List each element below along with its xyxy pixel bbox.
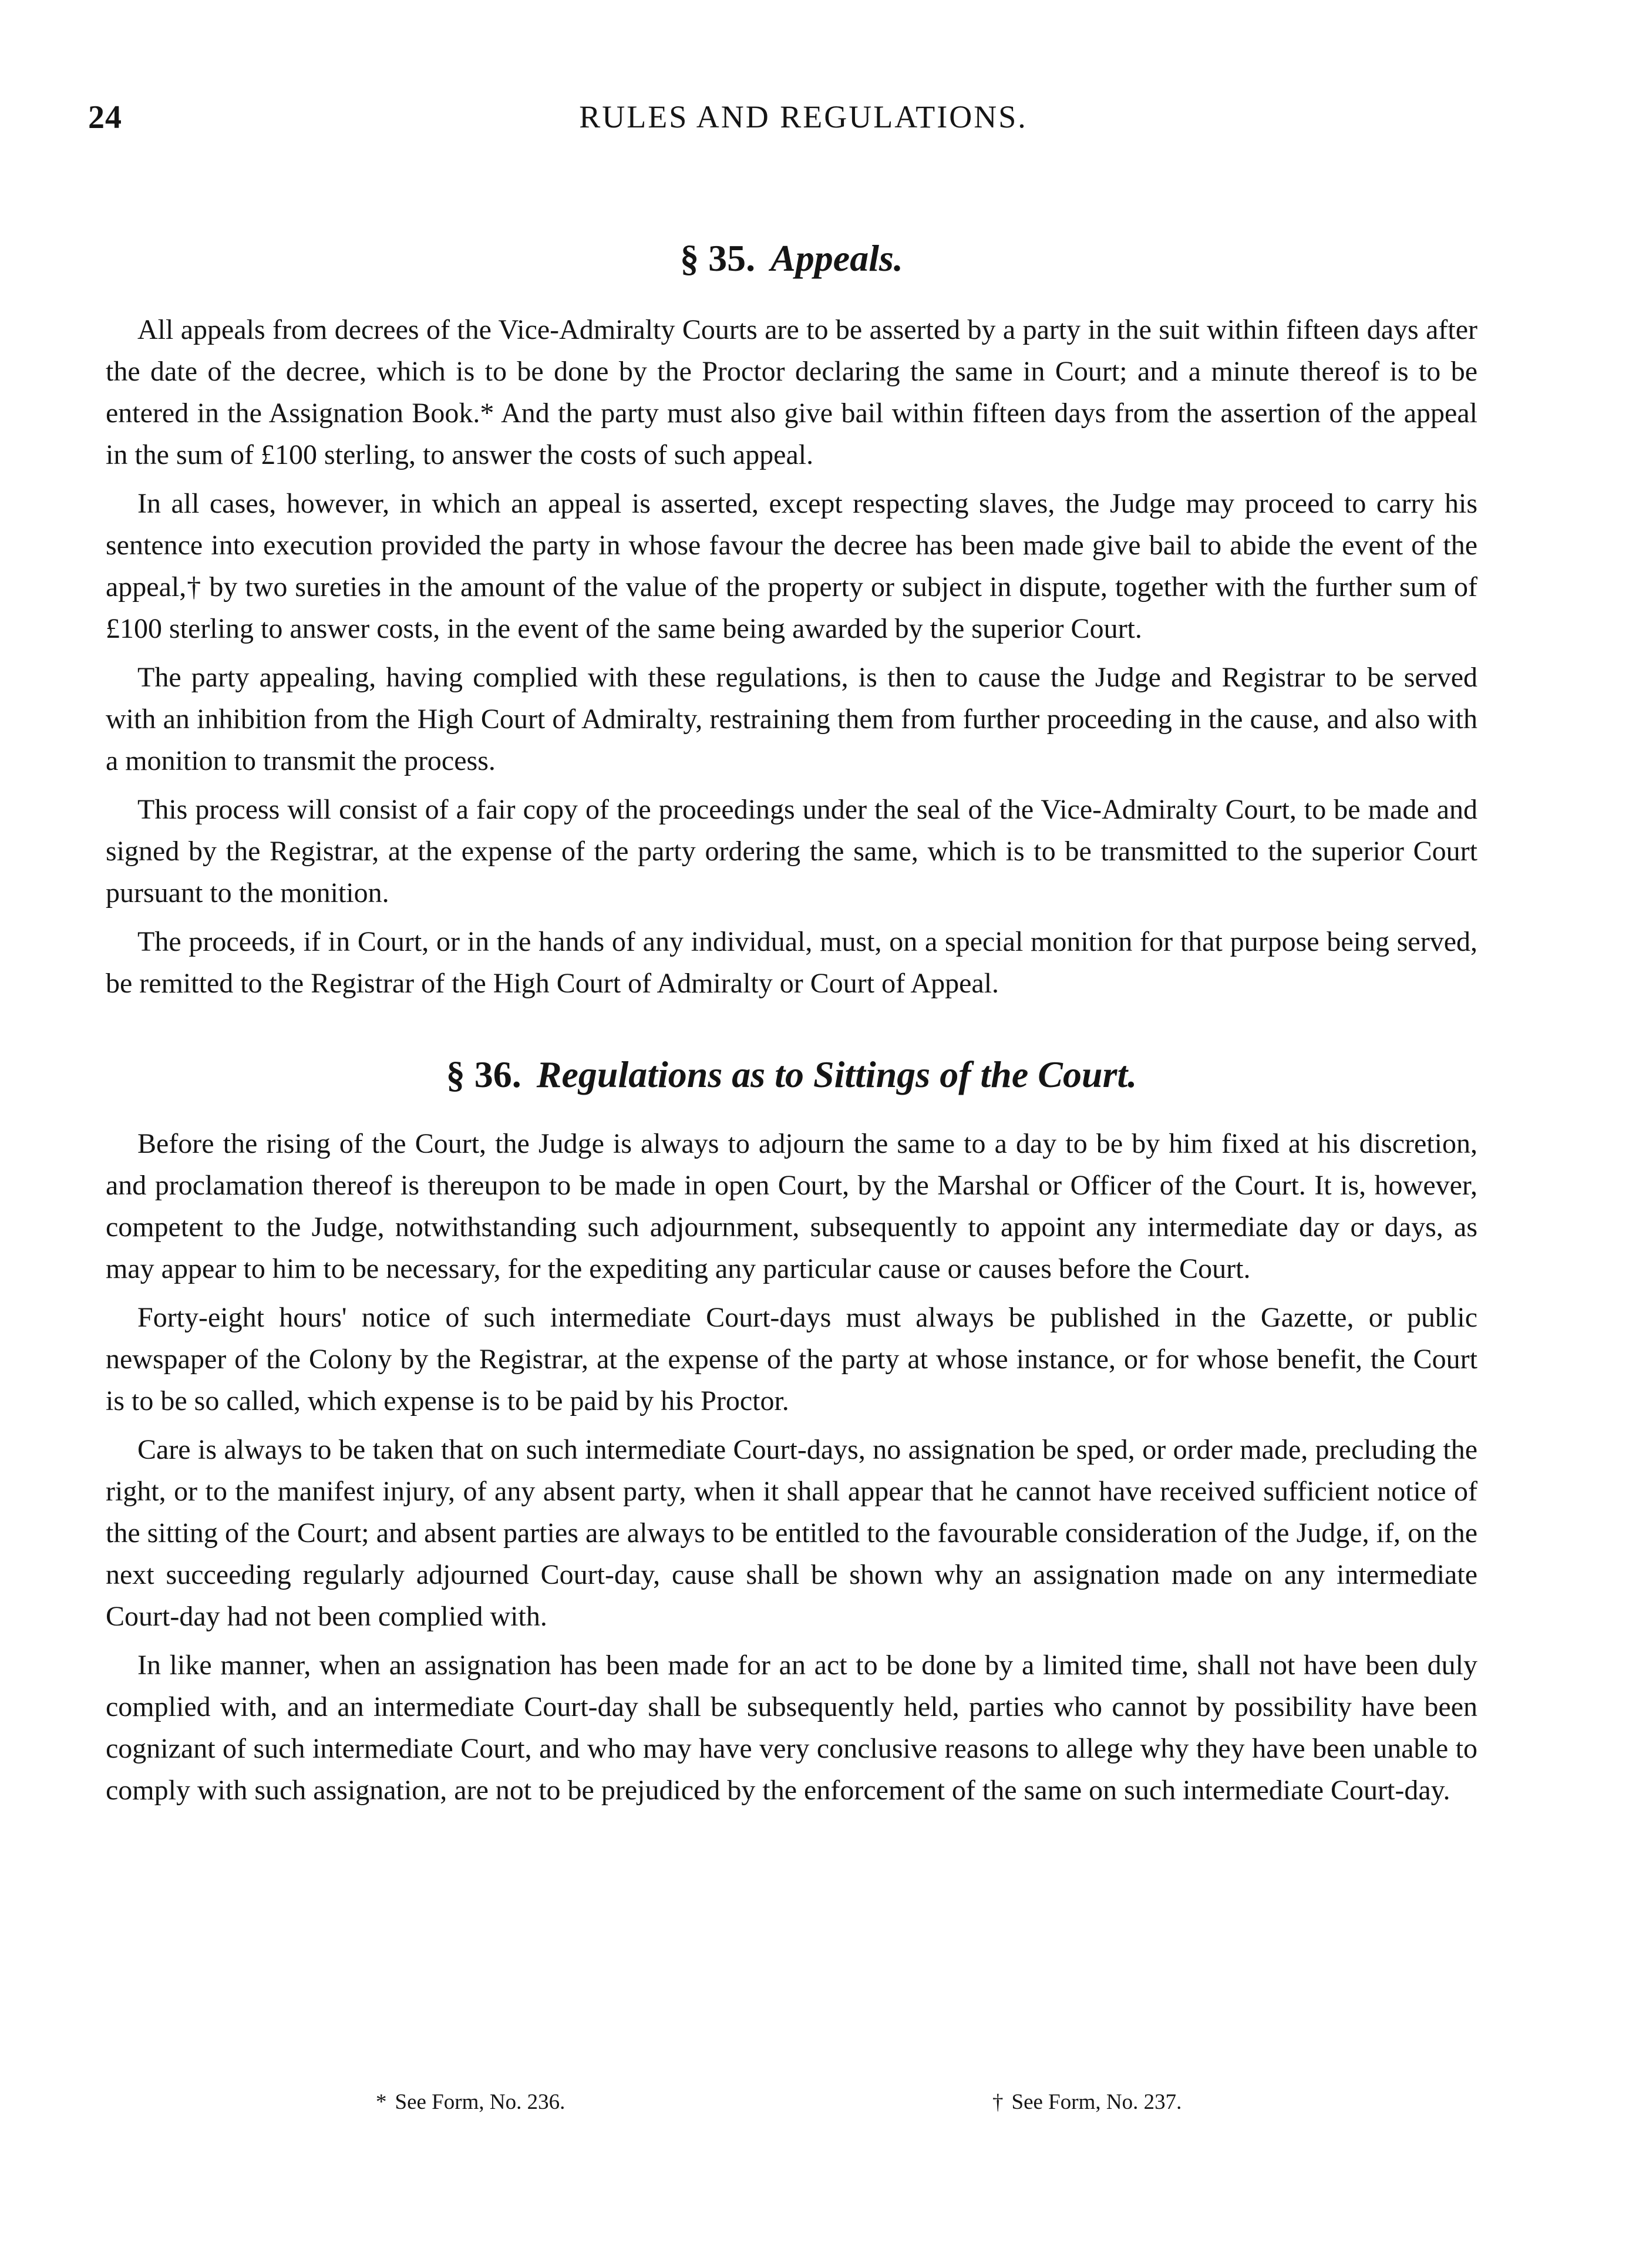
paragraph: The proceeds, if in Court, or in the hands of any individual, must, on a special monition for that purpose being served, be remitted to the Registrar of the High Court of Admiralty or Court of Appeal. xyxy=(106,926,1477,999)
paragraph: In like manner, when an assignation has been made for an act to be done by a limited time, shall not have been duly complied with, and an intermediate Court-day shall be subsequently held, parties who cannot by possibility have been cognizant of such intermediate Court, and who may have very conclusive reasons to allege why they have been unable to comply with such assignation, are not to be prejudiced by the enforcement of the same on such intermediate Court-day. xyxy=(106,1650,1477,1806)
body-text xyxy=(106,235,1477,1818)
section-number: § 35. xyxy=(680,237,756,279)
paragraph: Care is always to be taken that on such intermediate Court-days, no assignation be sped, or order made, precluding the right, or to the manifest injury, of any absent party, when it shall appear that he cannot have received sufficient notice of the sitting of the Court; and absent parties are always to be entitled to the favourable consideration of the Judge, if, on the next succeeding regularly adjourned Court-day, cause shall be shown why an assignation made on any intermediate Court-day had not been complied with. xyxy=(106,1434,1477,1632)
paragraph: In all cases, however, in which an appeal is asserted, except respecting slaves, the Judge may proceed to carry his sentence into execution provided the party in whose favour the decree has been made give bail to abide the event of the appeal,† by two sureties in the amount of the value of the property or subject in dispute, together with the further sum of £100 sterling to answer costs, in the event of the same being awarded by the superior Court. xyxy=(106,488,1477,644)
page-number: 24 xyxy=(88,99,122,136)
section-title: Regulations as to Sittings of the Court. xyxy=(536,1054,1137,1095)
paragraph: Forty-eight hours' notice of such intermediate Court-days must always be published in the Gazette, or public newspaper of the Colony by the Registrar, at the expense of the party at whose instance, or for whose benefit, the Court is to be so called, which expense is to be paid by his Proctor. xyxy=(106,1302,1477,1416)
footnote-text: See Form, No. 236. xyxy=(395,2090,565,2114)
footnote xyxy=(376,2085,565,2120)
running-head: RULES AND REGULATIONS. xyxy=(579,99,1028,134)
footnote-mark: * xyxy=(376,2090,387,2114)
section-title: Appeals. xyxy=(770,237,903,279)
footnotes xyxy=(0,2085,1636,2120)
paragraph: All appeals from decrees of the Vice-Admiralty Courts are to be asserted by a party in the suit within fifteen days after the date of the decree, which is to be done by the Proctor declaring the same in Court; and a minute thereof is to be entered in the Assignation Book.* And the party must also give bail within fifteen days from the assertion of the appeal in the sum of £100 sterling, to answer the costs of such appeal. xyxy=(106,314,1477,470)
section-heading-35 xyxy=(106,235,1477,282)
paragraph: The party appealing, having complied with these regulations, is then to cause the Judge and Registrar to be served with an inhibition from the High Court of Admiralty, restraining them from further proceeding in the cause, and also with a monition to transmit the process. xyxy=(106,662,1477,776)
footnote-text: See Form, No. 237. xyxy=(1011,2090,1182,2114)
paragraph: This process will consist of a fair copy of the proceedings under the seal of the Vice-Admiralty Court, to be made and signed by the Registrar, at the expense of the party ordering the same, which is to be transmitted to the superior Court pursuant to the monition. xyxy=(106,794,1477,908)
section-heading-36 xyxy=(106,1051,1477,1098)
page-header xyxy=(88,99,1495,146)
section-number: § 36. xyxy=(446,1054,521,1095)
footnote xyxy=(992,2085,1181,2120)
footnote-mark: † xyxy=(992,2090,1004,2114)
paragraph: Before the rising of the Court, the Judge is always to adjourn the same to a day to be by him fixed at his discretion, and proclamation thereof is thereupon to be made in open Court, by the Marshal or Officer of the Court. It is, however, competent to the Judge, notwithstanding such adjournment, subsequently to appoint any intermediate day or days, as may appear to him to be necessary, for the expediting any particular cause or causes before the Court. xyxy=(106,1128,1477,1284)
